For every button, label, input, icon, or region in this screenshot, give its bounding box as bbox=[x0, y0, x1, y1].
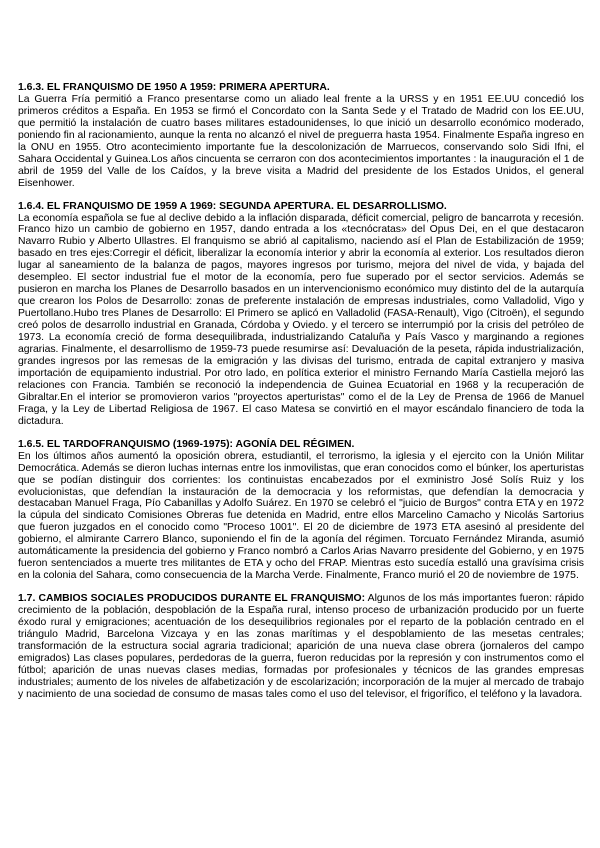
section-body: La Guerra Fría permitió a Franco presentarse como un aliado leal frente a la URSS y en 1951 EE.UU concedió los primeros créditos a España. En 1953 se firmó el Concordato con la Santa Sede y el Tratado de Madrid con los EE.UU, que permitió la instalación de cuatro bases militares estadounidenses, lo que inició un desarrollo económico moderado, poniendo fin al racionamiento, aunque la renta no alcanzó el nivel de preguerra hasta 1954. Finalmente España ingreso en la ONU en 1955. Otro acontecimiento importante fue la descolonización de Marruecos, conservando solo Sidi Ifni, el Sahara Occidental y Guinea.Los años cincuenta se cerraron con dos acontecimientos importantes : la inauguración el 1 de abril de 1959 del Valle de los Caídos, y la breve visita a Madrid del presidente de los Estados Unidos, el general Eisenhower. bbox=[18, 93, 584, 189]
section-heading: 1.6.3. EL FRANQUISMO DE 1950 A 1959: PRIMERA APERTURA. bbox=[18, 82, 330, 93]
section-body: Algunos de los más importantes fueron: rápido crecimiento de la población, despoblación de la España rural, intenso proceso de urbanización producido por un fuerte éxodo rural y emigraciones; acentuación de los desequilibrios regionales por el reparto de la población centrado en el triángulo Madrid, Barcelona Vizcaya y en las zonas marítimas y el despoblamiento de las mesetas centrales; transformación de la estructura social agraria tradicional; aparición de una nueva clase obrera (jornaleros del campo emigrados) Las clases populares, perdedoras de la guerra, fueron reducidas por la represión y con instrumentos como el fútbol; aparición de unas nuevas clases medias, formadas por profesionales y técnicos de las grandes empresas industriales; aumento de los niveles de alfabetización y de escolarización; incorporación de la mujer al mercado de trabajo y nacimiento de una sociedad de consumo de masas tales como el uso del televisor, el frigorífico, el teléfono y la lavadora. bbox=[18, 593, 584, 700]
document-page bbox=[18, 82, 584, 712]
section-body: En los últimos años aumentó la oposición obrera, estudiantil, el terrorismo, la iglesia y el ejercito con la Unión Militar Democrática. Además se dieron luchas internas entre los inmovilistas, que eran conocidos como el búnker, los aperturistas que se podían distinguir dos corrientes: los continuistas encabezados por el exministro José Solís Ruiz y los evolucionistas, que defendían la instauración de la democracia y los reformistas, que defendían la democracia y destacaban Manuel Fraga, Pío Cabanillas y Adolfo Suárez. En 1970 se celebró el "juicio de Burgos" contra ETA y en 1972 la cúpula del sindicato Comisiones Obreras fue detenida en Madrid, entre ellos Marcelino Camacho y Nicolás Sartorius que fueron juzgados en el conocido como "Proceso 1001". El 20 de diciembre de 1973 ETA asesinó al presidente del gobierno, el almirante Carrero Blanco, suponiendo el fin de la agonía del régimen. Torcuato Fernández Miranda, asumió automáticamente la presidencia del gobierno y Franco nombró a Carlos Arias Navarro presidente del Gobierno, y en 1975 fueron sentenciados a muerte tres militantes de ETA y ocho del FRAP. Mientras esto sucedía estalló una gravísima crisis en la colonia del Sahara, como consecuencia de la Marcha Verde. Finalmente, Franco murió el 20 de noviembre de 1975. bbox=[18, 450, 584, 582]
section-1-6-4 bbox=[18, 201, 584, 428]
section-1-7 bbox=[18, 593, 584, 701]
section-paragraph bbox=[18, 593, 584, 701]
section-1-6-5 bbox=[18, 439, 584, 582]
section-heading: 1.7. CAMBIOS SOCIALES PRODUCIDOS DURANTE EL FRANQUISMO: bbox=[18, 593, 366, 605]
section-1-6-3 bbox=[18, 82, 584, 190]
section-heading: 1.6.4. EL FRANQUISMO DE 1959 A 1969: SEGUNDA APERTURA. EL DESARROLLISMO. bbox=[18, 200, 447, 212]
section-heading: 1.6.5. EL TARDOFRANQUISMO (1969-1975): AGONÍA DEL RÉGIMEN. bbox=[18, 438, 355, 450]
section-body: La economía española se fue al declive debido a la inflación disparada, déficit comercial, peligro de bancarrota y recesión. Franco hizo un cambio de gobierno en 1957, dando entrada a los «tecnócratas» del Opus Dei, en el que destacaron Navarro Rubio y Alberto Ullastres. El franquismo se abrió al capitalismo, naciendo así el Plan de Estabilización de 1959; basado en tres ejes:Corregir el déficit, liberalizar la economía interior y abrir la economía al exterior. Los resultados dieron lugar al saneamiento de la balanza de pagos, mayores ingresos por turismo, mejora del nivel de vida, y bajada del desempleo. El sector industrial fue el motor de la economía, pero fue superado por el sector servicios. Además se pusieron en marcha los Planes de Desarrollo basados en un intervencionismo económico muy distinto del de la autarquía que crearon los Polos de Desarrollo: zonas de preferente instalación de empresas industriales, como Valladolid, Vigo y Puertollano.Hubo tres Planes de Desarrollo: El Primero se aplicó en Valladolid (FASA-Renault), Vigo (Citroën), el segundo creó polos de desarrollo industrial en Granada, Córdoba y Oviedo. y el tercero se interrumpió por la crisis del petróleo de 1973. La economía creció de forma desequilibrada, industrializando Cataluña y País Vasco y marginando a regiones agrarias. Finalmente, el desarrollismo de 1959-73 puede resumirse así: Devaluación de la peseta, rápida industrialización, grandes ingresos por las remesas de la emigración y las divisas del turismo, entrada de capital extranjero y masiva importación de equipamiento industrial. Por otro lado, en política exterior el ministro Fernando María Castiella mejoró las relaciones con Francia. También se reconoció la independencia de Guinea Ecuatorial en 1968 y la recuperación de Gibraltar.En el interior se promovieron varios "proyectos aperturistas" como el de la Ley de Prensa de 1966 de Manuel Fraga, y la Ley de Libertad Religiosa de 1967. El caso Matesa se convirtió en el mayor escándalo financiero de toda la dictadura. bbox=[18, 212, 584, 427]
